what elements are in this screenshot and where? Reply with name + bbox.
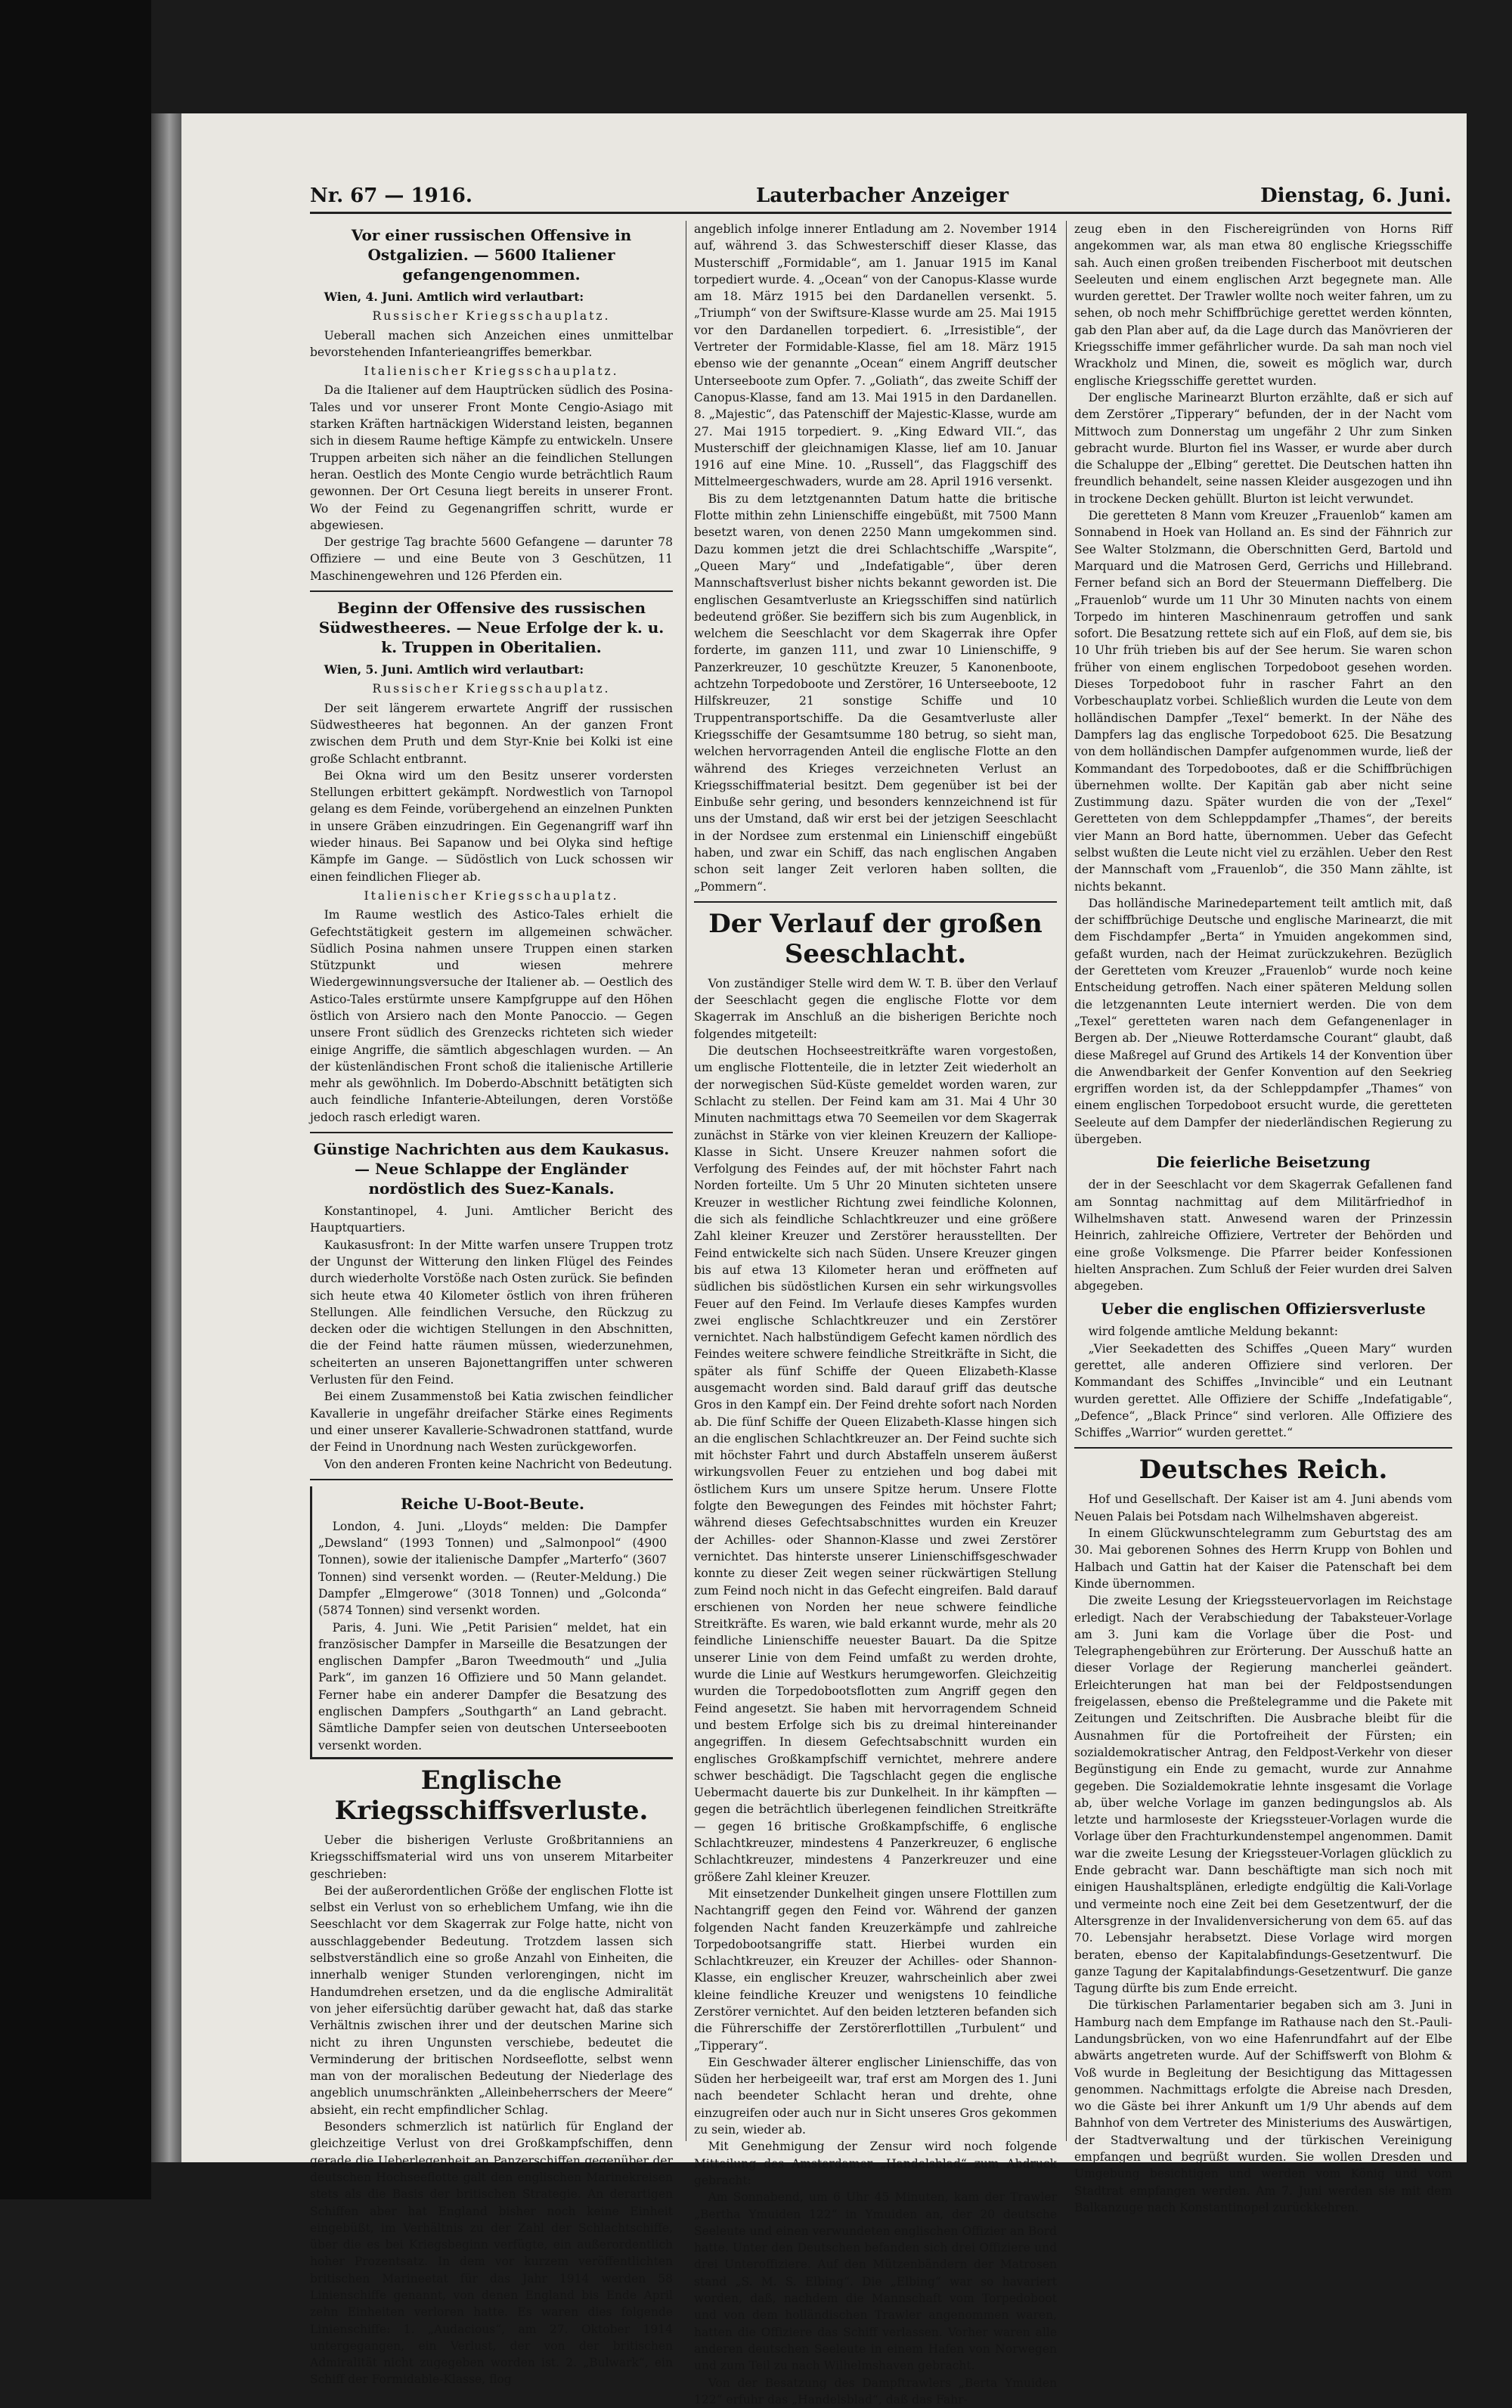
article-paragraph: Ueber die bisherigen Verluste Großbritanniens an Kriegsschiffsmaterial wird uns von unserem Mitarbeiter geschrieben:: [310, 1833, 673, 1881]
column-3: [1066, 221, 1452, 2214]
article-paragraph: Von den anderen Fronten keine Nachricht von Bedeutung.: [324, 1457, 673, 1471]
headline-kaukasus: Günstige Nachrichten aus dem Kaukasus. — Neue Schlappe der Engländer nordöstlich des Suez-Kanals.: [313, 1140, 670, 1198]
uboot-box: [310, 1486, 673, 1759]
issue-number: Nr. 67 — 1916.: [310, 184, 472, 207]
article-paragraph: der in der Seeschlacht vor dem Skagerrak Gefallenen fand am Sonntag nachmittag auf dem Militärfriedhof in Wilhelmshaven statt. Anwesend waren der Prinzessin Heinrich, zahlreiche Offiziere, Vertreter der Behörden und eine große Volksmenge. Die Pfarrer beider Konfessionen hielten Ansprachen. Zum Schluß der Feier wurden drei Salven abgegeben.: [1074, 1178, 1452, 1294]
article-paragraph: Im Raume westlich des Astico-Tales erhielt die Gefechtstätigkeit gestern im allgemeinen schwächer. Südlich Posina nahmen unsere Truppen einen starken Stützpunkt und wiesen mehrere Wiedergewinnungsversuche der Italiener ab. — Oestlich des Astico-Tales erstürmte unsere Kampfgruppe auf den Höhen östlich von Arsiero nach den Monte Panoccio. — Gegen unsere Front südlich des Grenzecks richteten sich wieder einige Angriffe, die sämtlich abgeschlagen wurden. — An der küstenländischen Front schoß die italienische Artillerie mehr als gewöhnlich. Im Doberdo-Abschnitt betätigten sich auch feindliche Infanterie-Abteilungen, deren Vorstöße jedoch rasch erledigt waren.: [310, 908, 673, 1124]
article-paragraph: Die türkischen Parlamentarier begaben sich am 3. Juni in Hamburg nach dem Empfange im Rathause nach den St.-Pauli-Landungsbrücken, von wo eine Hafenrundfahrt auf der Elbe abwärts angetreten wurde. Auf der Schiffswerft von Blohm & Voß wurde in Begleitung der Besichtigung das Mittagessen genommen. Nachmittags erfolgte die Abreise nach Dresden, wo die Gäste bei ihrer Ankunft um 1/9 Uhr abends auf dem Bahnhof von dem Vertreter des Ministeriums des Auswärtigen, der Stadtverwaltung und der türkischen Vereinigung empfangen und begrüßt wurden. Sie wollen Dresden und Umgebung besichtigen und werden vom König und vom Stadtrat empfangen werden. Am 7. Juni werden sie mit dem Balkanzuge nach Konstantinopel zurückkehren.: [1074, 1998, 1452, 2214]
article-paragraph: Der seit längerem erwartete Angriff der russischen Südwestheeres hat begonnen. An der ganzen Front zwischen dem Pruth und dem Styr-Knie bei Kolki ist eine große Schlacht entbrannt.: [310, 701, 673, 766]
divider: [310, 1132, 673, 1133]
divider: [1074, 1447, 1452, 1449]
article-paragraph: Bei Okna wird um den Besitz unserer vordersten Stellungen erbittert gekämpft. Nordwestlich von Tarnopol gelang es dem Feinde, vorübergehend an einzelnen Punkten in unsere Gräben einzudringen. Ein Gegenangriff warf ihn wieder hinaus. Bei Sapanow und bei Olyka sind heftige Kämpfe im Gange. — Südöstlich von Luck schossen wir einen feindlichen Flieger ab.: [310, 768, 673, 884]
divider: [310, 1479, 673, 1480]
article-paragraph: In einem Glückwunschtelegramm zum Geburtstag des am 30. Mai geborenen Sohnes des Herrn Krupp von Bohlen und Halbach und Gattin hat der Kaiser die Patenschaft bei dem Kinde übernommen.: [1074, 1526, 1452, 1591]
article-paragraph: Die deutschen Hochseestreitkräfte waren vorgestoßen, um englische Flottenteile, die in letzter Zeit wiederholt an der norwegischen Süd-Küste gemeldet worden waren, zur Schlacht zu stellen. Der Feind kam am 31. Mai 4 Uhr 30 Minuten nachmittags etwa 70 Seemeilen vor dem Skagerrak zunächst in Stärke von vier kleinen Kreuzern der Kalliope-Klasse in Sicht. Unsere Kreuzer nahmen sofort die Verfolgung des Feindes auf, der mit höchster Fahrt nach Norden forteilte. Um 5 Uhr 20 Minuten sichteten unsere Kreuzer in westlicher Richtung zwei feindliche Kolonnen, die sich als feindliche Schlachtkreuzer und eine größere Zahl kleiner Kreuzer und Zerstörer herausstellten. Der Feind entwickelte sich nach Süden. Unsere Kreuzer gingen bis auf etwa 13 Kilometer heran und eröffneten auf südlichen bis südöstlichen Kursen ein sehr wirkungsvolles Feuer auf den Feind. Im Verlaufe dieses Kampfes wurden zwei englische Schlachtkreuzer und ein Zerstörer vernichtet. Nach halbstündigem Gefecht kamen nördlich des Feindes weitere schwere feindliche Streitkräfte in Sicht, die später als fünf Schiffe der Queen Elizabeth-Klasse ausgemacht worden sind. Bald darauf griff das deutsche Gros in den Kampf ein. Der Feind drehte sofort nach Norden ab. Die fünf Schiffe der Queen Elizabeth-Klasse hingen sich an die englischen Schlachtkreuzer an. Der Feind suchte sich mit höchster Fahrt und durch Abstaffeln unserem äußerst wirkungsvollen Feuer zu entziehen und bog dabei mit östlichem Kurs um unsere Spitze herum. Unsere Flotte folgte den Bewegungen des Feindes mit höchster Fahrt; während dieses Gefechtsabschnittes wurden ein Kreuzer der Achilles- oder Shannon-Klasse und zwei Zerstörer vernichtet. Das hinterste unserer Linienschiffsgeschwader konnte zu dieser Zeit wegen seiner rückwärtigen Stellung zum Feind noch nicht in das Gefecht eingreifen. Bald darauf erschienen von Norden her neue schwere feindliche Streitkräfte. Es waren, wie bald erkannt wurde, mehr als 20 feindliche Linienschiffe neuester Bauart. Da die Spitze unserer Linie von dem Feind umfaßt zu werden drohte, wurde die Linie auf Westkurs herumgeworfen. Gleichzeitig wurden die Torpedobootsflotten zum Angriff gegen den Feind angesetzt. Sie haben mit hervorragendem Schneid und bestem Erfolge sich bis zu dreimal hintereinander angegriffen. In diesem Gefechtsabschnitt wurden ein englisches Großkampfschiff vernichtet, mehrere andere schwer beschädigt. Die Tagschlacht gegen die englische Uebermacht dauerte bis zur Dunkelheit. In ihr kämpften — gegen die beträchtlich überlegenen feindlichen Streitkräfte — gegen 16 britische Großkampfschiffe, 6 englische Schlachtkreuzer, mindestens 4 Panzerkreuzer, 6 englische Schlachtkreuzer, mindestens 4 Panzerkreuzer und eine größere Zahl kleiner Kreuzer.: [694, 1044, 1057, 1884]
article-paragraph: Wien, 4. Juni. Amtlich wird verlautbart:: [324, 290, 584, 304]
article-paragraph: Mit einsetzender Dunkelheit gingen unsere Flottillen zum Nachtangriff gegen den Feind vor. Während der ganzen folgenden Nacht fanden Kreuzerkämpfe und zahlreiche Torpedobootsangriffe statt. Hierbei wurden ein Schlachtkreuzer, ein Kreuzer der Achilles- oder Shannon-Klasse, ein englischer Kreuzer, wahrscheinlich aber zwei kleine feindliche Kreuzer und wenigstens 10 feindliche Zerstörer vernichtet. Auf den beiden letzteren befanden sich die Führerschiffe der Zerstörerflottillen „Turbulent“ und „Tipperary“.: [694, 1886, 1057, 2053]
article-paragraph: zeug eben in den Fischereigründen von Horns Riff angekommen war, als man etwa 80 englische Kriegsschiffe sah. Auch einen großen treibenden Fischerboot mit deutschen Seeleuten und einem englischen Arzt begegnete man. Alle wurden gerettet. Der Trawler wollte noch weiter fahren, um zu sehen, ob noch mehr Schiffbrüchige gerettet werden könnten, gab den Plan aber auf, da die Lage durch das Manövrieren der Kriegsschiffe immer gefährlicher wurde. Da sah man noch viel Wrackholz und Minen, die, soweit es möglich war, durch englische Kriegsschiffe gerettet wurden.: [1074, 222, 1452, 388]
headline-deutsches-reich: Deutsches Reich.: [1139, 1455, 1388, 1486]
headline-beisetzung: Die feierliche Beisetzung: [1156, 1153, 1371, 1172]
article-paragraph: Von zuständiger Stelle wird dem W. T. B. über den Verlauf der Seeschlacht gegen die englische Flotte vor dem Skagerrak im Anschluß an die bisherigen Berichte noch folgendes mitgeteilt:: [694, 976, 1057, 1041]
article-paragraph: Bis zu dem letztgenannten Datum hatte die britische Flotte mithin zehn Linienschiffe eingebüßt, mit 7500 Mann besetzt waren, von denen 2250 Mann umgekommen sind. Dazu kommen jetzt die drei Schlachtschiffe „Warspite“, „Queen Mary“ und „Indefatigable“, über deren Mannschaftsverlust bisher nichts bekannt geworden ist. Die englischen Gesamtverluste an Kriegsschiffen sind natürlich bedeutend größer. Sie beziffern sich bis zum Augenblick, in welchem die Seeschlacht vor dem Skagerrak ihre Opfer forderte, im ganzen 111, und zwar 10 Linienschiffe, 9 Panzerkreuzer, 10 geschützte Kreuzer, 5 Kanonenboote, achtzehn Torpedoboote und Zerstörer, 16 Unterseeboote, 12 Hilfskreuzer, 21 sonstige Schiffe und 10 Truppentransportschiffe. Da die Gesamtverluste aller Kriegsschiffe der Gesamtsumme 180 betrug, so sieht man, welchen hervorragenden Anteil die englische Flotte an den während des Krieges verzeichneten Verlust an Kriegsschiffmaterial besitzt. Dem gegenüber ist bei der Einbuße sehr gering, und besonders kennzeichnend ist für uns der Umstand, daß wir erst bei der jetzigen Seeschlacht in der Nordsee zum erstenmal ein Linienschiff eingebüßt haben, und zwar ein Schiff, das nach englischen Angaben schon seit langer Zeit verloren haben sollten, die „Pommern“.: [694, 491, 1057, 894]
article-paragraph: Am Sonnabend, um 6 Uhr 45 Minuten, kam der Trawler „Bertha Ymuiden 122“ in Ymuiden an, der 20 deutsche Seeleute und einen verwundeten englischen Offizier an Bord hatte. Unter den Deutschen befanden sich drei Offiziere und drei Unteroffiziere. Auf den Mützenbändern der Matrosen stand „S. M. S. Elbing“. Die „Elbing“ war so havariert worden, daß, nachdem die Mannschaft vom Torpedoboot und von dem holländischen Trawler angenommen waren, hatten die Offiziere das Schiff verlassen. Vorher waren alle anderen deutschen Seeleute in einem Hafen von Norwegen und zum Teil zu nach Wilhelmshaven gebracht.: [694, 2190, 1057, 2373]
article-paragraph: Ein Geschwader älterer englischer Linienschiffe, das von Süden her herbeigeeilt war, traf erst am Morgen des 1. Juni nach beendeter Schlacht heran und drehte, ohne einzugreifen oder auch nur in Sicht unseres Gros gekommen zu sein, wieder ab.: [694, 2055, 1057, 2137]
article-paragraph: „Vier Seekadetten des Schiffes „Queen Mary“ wurden gerettet, alle anderen Offiziere sind verloren. Der Kommandant des Schiffes „Invincible“ und ein Leutnant wurden gerettet. Alle Offiziere der Schiffe „Indefatigable“, „Defence“, „Black Prince“ sind verloren. Alle Offiziere des Schiffes „Warrior“ wurden gerettet.“: [1074, 1341, 1452, 1440]
article-paragraph: Besonders schmerzlich ist natürlich für England der gleichzeitige Verlust von drei Großkampfschiffen, denn gerade die Ueberlegenheit an Panzerschiffen gegenüber der deutschen Hochseeflotte galt den englischen Marinekreisen stets als die Basis der britischen Strategie. An derartigen Schiffen aber hat England bisher noch keine Einheit eingebüßt, im Verhältnis zu der Zahl der Schlachtschiffe, über die es bei Kriegsbeginn verfügte, ein außerordentlich hoher Prozentsatz. In dem vor kurzem veröffentlichten britischen Marineetat für das Jahr 1914 werden 58 Linienschiffe genannt, von denen England bis Ende April zehn Einheiten verloren hatte. Es waren dies folgende Linienschiffe: 1. „Audacious“, am 27. Oktober 1914 untergegangen, ein Verlust, der von der britischen Admiralität nicht zugegeben worden ist. 2. „Bulwark“, ein Schiff der Formidable-Klasse, flog: [310, 2120, 673, 2387]
headline-kriegsschiffsverluste: Englische Kriegsschiffsverluste.: [334, 1765, 649, 1826]
article-paragraph: wird folgende amtliche Meldung bekannt:: [1088, 1325, 1338, 1339]
article-paragraph: Bei der außerordentlichen Größe der englischen Flotte ist selbst ein Verlust von so erheblichem Umfang, wie ihn die Seeschlacht vor dem Skagerrak zur Folge hatte, nicht von ausschlaggebender Bedeutung. Trotzdem lassen sich selbstverständlich eine so große Anzahl von Einheiten, die innerhalb weniger Stunden verlorengingen, nicht im Handumdrehen ersetzen, und da die englische Admiralität von jeher eifersüchtig darüber gewacht hat, daß das starke Verhältnis zwischen ihrer und der deutschen Marine sich nicht zu ihren Ungunsten verschiebe, bedeutet die Verminderung der britischen Nordseeflotte, selbst wenn man von der moralischen Bedeutung der Niederlage des angeblich unumschränkten „Alleinbeherrschers der Meere“ absieht, ein recht empfindlicher Schlag.: [310, 1883, 673, 2117]
article-paragraph: Ueberall machen sich Anzeichen eines unmittelbar bevorstehenden Infanterieangriffes bemerkbar.: [310, 328, 673, 359]
page-content: [310, 181, 1452, 2406]
article-paragraph: Da die Italiener auf dem Hauptrücken südlich des Posina-Tales und vor unserer Front Monte Cengio-Asiago mit starken Kräften hartnäckigen Widerstand leisten, begannen sich in diesem Raume heftige Kämpfe zu entwickeln. Unsere Truppen arbeiten sich näher an die feindlichen Stellungen heran. Oestlich des Monte Cengio wurde beträchtlich Raum gewonnen. Der Ort Cesuna liegt bereits in unserer Front. Wo der Feind zu Gegenangriffen schritt, wurde er abgewiesen.: [310, 383, 673, 532]
article-paragraph: angeblich infolge innerer Entladung am 2. November 1914 auf, während 3. das Schwesterschiff dieser Klasse, das Musterschiff „Formidable“, am 1. Januar 1915 im Kanal torpediert wurde. 4. „Ocean“ von der Canopus-Klasse wurde am 18. März 1915 bei den Dardanellen versenkt. 5. „Triumph“ von der Swiftsure-Klasse wurde am 25. Mai 1915 vor den Dardanellen torpediert. 6. „Irresistible“, der Vertreter der Formidable-Klasse, fiel am 18. März 1915 ebenso wie der genannte „Ocean“ einem Angriff deutscher Unterseeboote zum Opfer. 7. „Goliath“, das zweite Schiff der Canopus-Klasse, fand am 13. Mai 1915 in den Dardanellen. 8. „Majestic“, das Patenschiff der Majestic-Klasse, wurde am 27. Mai 1915 torpediert. 9. „King Edward VII.“, das Musterschiff der gleichnamigen Klasse, lief am 10. Januar 1916 auf eine Mine. 10. „Russell“, das Flaggschiff des Mittelmeergeschwaders, wurde am 28. April 1916 versenkt.: [694, 222, 1057, 489]
article-paragraph: Kaukasusfront: In der Mitte warfen unsere Truppen trotz der Ungunst der Witterung den linken Flügel des Feindes durch wiederholte Vorstöße nach Osten zurück. Sie befinden sich heute etwa 40 Kilometer östlich von ihren früheren Stellungen. Alle feindlichen Versuche, den Rückzug zu decken oder die wichtigen Stellungen in den Abschnitten, die der Feind hatte räumen müssen, wiederzunehmen, scheiterten an unseren Bajonettangriffen unter schweren Verlusten für den Feind.: [310, 1238, 673, 1387]
article-paragraph: London, 4. Juni. „Lloyds“ melden: Die Dampfer „Dewsland“ (1993 Tonnen) und „Salmonpool“ (4900 Tonnen), sowie der italienische Dampfer „Marterfo“ (3607 Tonnen) sind versenkt worden. — (Reuter-Meldung.) Die Dampfer „Elmgerowe“ (3018 Tonnen) und „Golconda“ (5874 Tonnen) sind versenkt worden.: [318, 1519, 667, 1618]
headline-offiziersverluste: Ueber die englischen Offiziersverluste: [1101, 1300, 1426, 1319]
page-header: [310, 181, 1452, 214]
masthead-title: Lauterbacher Anzeiger: [756, 184, 1009, 207]
subheading: Italienischer Kriegsschauplatz.: [364, 888, 619, 903]
subheading: Russischer Kriegsschauplatz.: [372, 309, 611, 324]
article-paragraph: Der englische Marinearzt Blurton erzählte, daß er sich auf dem Zerstörer „Tipperary“ befunden, der in der Nacht vom Mittwoch zum Donnerstag um ungefähr 2 Uhr zum Sinken gebracht wurde. Blurton fiel ins Wasser, er wurde aber durch die Schaluppe der „Elbing“ gerettet. Die Deutschen hatten ihn freundlich behandelt, seine nassen Kleider ausgezogen und ihn in trockene Decken gehüllt. Blurton ist leicht verwundet.: [1074, 390, 1452, 506]
headline-seeschlacht: Der Verlauf der großen Seeschlacht.: [708, 908, 1043, 969]
divider: [694, 901, 1057, 903]
article-paragraph: Der gestrige Tag brachte 5600 Gefangene — darunter 78 Offiziere — und eine Beute von 3 Geschützen, 11 Maschinengewehren und 126 Pferden ein.: [310, 535, 673, 583]
article-paragraph: Von der Besatzung des Dampftrawlers „Berta Ymuiden 122“ erfuhr das „Handelsblad“, daß das Fahr-: [694, 2375, 1057, 2406]
newspaper-page: [181, 113, 1467, 2406]
divider: [310, 590, 673, 592]
book-binding: [151, 113, 181, 2162]
scan-background: [0, 0, 151, 2199]
article-paragraph: Konstantinopel, 4. Juni. Amtlicher Bericht des Hauptquartiers.: [310, 1204, 673, 1235]
headline-uboot: Reiche U-Boot-Beute.: [401, 1494, 584, 1513]
column-1: [310, 221, 673, 2387]
headline-suedwestheer: Beginn der Offensive des russischen Südwestheeres. — Neue Erfolge der k. u. k. Truppen in Oberitalien.: [318, 599, 665, 657]
article-paragraph: Die geretteten 8 Mann vom Kreuzer „Frauenlob“ kamen am Sonnabend in Hoek van Holland an. Es sind der Fähnrich zur See Walter Stolzmann, die Oberschnitten Gerd, Bartold und Marquard und die Matrosen Gerd, Gerrichs und Hillebrand. Ferner befand sich an Bord der Steuermann Dieffelberg. Die „Frauenlob“ wurde um 11 Uhr 30 Minuten nachts von einem Torpedo im hinteren Maschinenraum getroffen und sank sofort. Die Besatzung rettete sich auf ein Floß, auf dem sie, bis 10 Uhr früh trieben bis auf der See herum. Sie waren schon früher von einem englischen Torpedoboot gesehen worden. Dieses Torpedoboot fuhr in rascher Fahrt an den Vorbeschauplatz vorbei. Schließlich wurden die Leute von dem holländischen Dampfer „Texel“ bemerkt. In der Nähe des Dampfers lag das englische Torpedoboot 625. Die Besatzung von dem holländischen Dampfer aufgenommen wurde, ließ der Kommandant des Torpedobootes, daß er die Schiffbrüchigen übernehmen wollte. Der Kapitän gab aber nicht seine Zustimmung dazu. Später wurden die von der „Texel“ Geretteten von dem Schleppdampfer „Thames“, der bereits vier Mann an Bord hatte, übernommen. Ueber das Gefecht selbst wußten die Leute nicht viel zu erzählen. Ueber den Rest der Mannschaft vom „Frauenlob“, die 350 Mann zählte, ist nichts bekannt.: [1074, 509, 1452, 894]
subheading: Russischer Kriegsschauplatz.: [372, 682, 611, 696]
article-paragraph: Mit Genehmigung der Zensur wird noch folgende Mitteilung des Amsterdamer „Handelsblad“ zum Abdruck gebracht:: [694, 2140, 1057, 2187]
issue-date: Dienstag, 6. Juni.: [1260, 184, 1452, 207]
subheading: Italienischer Kriegsschauplatz.: [364, 364, 619, 379]
article-paragraph: Bei einem Zusammenstoß bei Katia zwischen feindlicher Kavallerie in ungefähr dreifacher Stärke eines Regiments und einer unserer Kavallerie-Schwadronen stattfand, wurde der Feind in Unordnung nach Westen zurückgeworfen.: [310, 1390, 673, 1455]
headline-ostgalizien: Vor einer russischen Offensive in Ostgalizien. — 5600 Italiener gefangengenommen.: [351, 226, 632, 284]
article-paragraph: Die zweite Lesung der Kriegssteuervorlagen im Reichstage erledigt. Nach der Verabschiedung der Tabaksteuer-Vorlage am 3. Juni kam die Vorlage über die Post- und Telegraphengebühren zur Erörterung. Der Ausschuß hatte an dieser Vorlage der Regierung mancherlei geändert. Erleichterungen hat man bei der Feldpostsendungen freigelassen, ebenso die Preßtelegramme und die Pakete mit Zeitungen und Zeitschriften. Die Ausbrache bleibt für die Ausnahmen für die Portofreiheit der Fürsten; ein sozialdemokratischer Antrag, den Feldpost-Verkehr von dieser Begünstigung ein Ende zu gemacht, wurde zur Annahme gegeben. Die Sozialdemokratie lehnte insgesamt die Vorlage ab, über welche Vorlage im ganzen bedingungslos ab. Als letzte und harmloseste der Kriegssteuer-Vorlagen wurde die Vorlage über den Frachturkundenstempel angenommen. Damit war die zweite Lesung der Kriegssteuer-Vorlagen glücklich zu Ende gebracht war. Dann beschäftigte man sich noch mit einigen Haushaltsplänen, erledigte endgültig die Kali-Vorlage und vermeinte noch eine Zeit bei dem Gesetzentwurf, der die Altersgrenze in der Invalidenversicherung von dem 65. auf das 70. Lebensjahr herabsetzt. Diese Vorlage wird morgen beraten, ebenso der Kapitalabfindungs-Gesetzentwurf. Die ganze Tagung der Kapitalabfindungs-Gesetzentwurf. Die ganze Tagung dürfte bis zum Ende erreicht.: [1074, 1594, 1452, 1996]
article-paragraph: Wien, 5. Juni. Amtlich wird verlautbart:: [324, 662, 584, 677]
article-paragraph: Paris, 4. Juni. Wie „Petit Parisien“ meldet, hat ein französischer Dampfer in Marseille die Besatzungen der englischen Dampfer „Baron Tweedmouth“ und „Julia Park“, im ganzen 16 Offiziere und 50 Mann gelandet. Ferner habe ein anderer Dampfer die Besatzung des englischen Dampfers „Southgarth“ an Land gebracht. Sämtliche Dampfer seien von deutschen Unterseebooten versenkt worden.: [318, 1620, 667, 1753]
article-paragraph: Hof und Gesellschaft. Der Kaiser ist am 4. Juni abends vom Neuen Palais bei Potsdam nach Wilhelmshaven abgereist.: [1074, 1492, 1452, 1523]
column-2: [686, 221, 1057, 2406]
article-paragraph: Das holländische Marinedepartement teilt amtlich mit, daß der schiffbrüchige Deutsche und englische Marinearzt, die mit dem Fischdampfer „Berta“ in Ymuiden angekommen sind, gefaßt wurden, nach der Heimat zurückzukehren. Bezüglich der Geretteten vom Kreuzer „Frauenlob“ wurde noch keine Entscheidung getroffen. Nach einer späteren Meldung sollen die letzgenannten Leute interniert werden. Die von dem „Texel“ geretteten waren nach dem Gefangenenlager in Bergen ab. Der „Nieuwe Rotterdamsche Courant“ glaubt, daß diese Maßregel auf Grund des Artikels 14 der Konvention über die Anwendbarkeit der Genfer Konvention auf den Seekrieg ergriffen worden ist, da der Schleppdampfer „Thames“ von einem englischen Torpedoboot ersucht wurde, die geretteten Seeleute auf dem Dampfer der niederländischen Regierung zu übergeben.: [1074, 896, 1452, 1147]
